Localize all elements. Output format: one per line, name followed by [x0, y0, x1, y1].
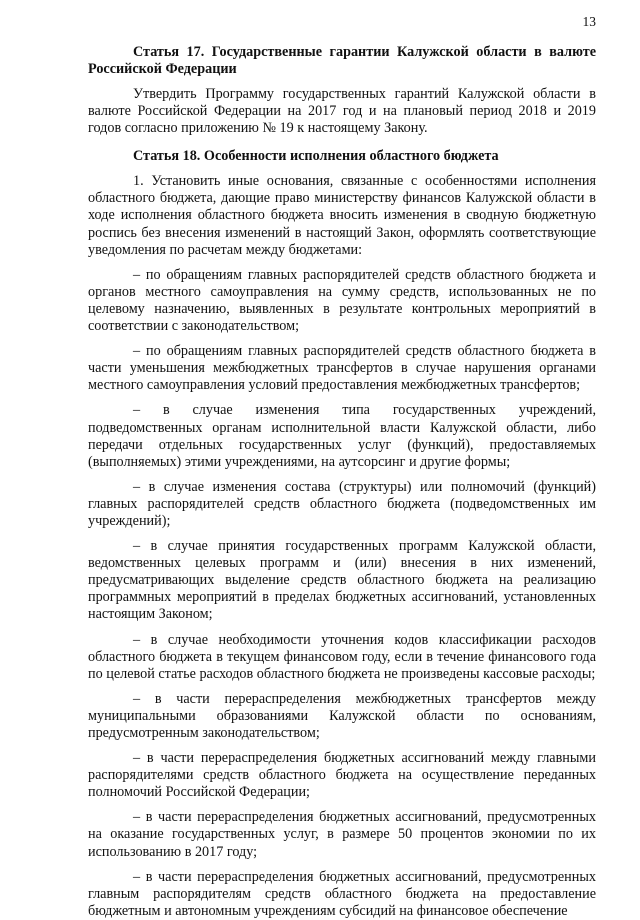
article-18-intro: 1. Установить иные основания, связанные с особенностями исполнения областного бюджета, дающие право министерству финансов Калужской области в ходе исполнения областного бюджета вносить изменения в сводную бюджетную роспись без внесения изменений в настоящий Закон, оформлять соответствующие уведомления по расчетам между бюджетами:: [88, 173, 596, 258]
list-item: – в случае необходимости уточнения кодов классификации расходов областного бюджета в текущем финансовом году, если в течение финансового года по целевой статье расходов областного бюджета не произведены кассовые расходы;: [88, 631, 596, 682]
list-item: – в части перераспределения бюджетных ассигнований, предусмотренных на оказание государственных услуг, в размере 50 процентов экономии по их использованию в 2017 году;: [88, 809, 596, 860]
list-item: – в случае изменения состава (структуры) или полномочий (функций) главных распорядителей средств областного бюджета (подведомственных им учреждений);: [88, 478, 596, 529]
article-18-heading: Статья 18. Особенности исполнения областного бюджета: [133, 148, 499, 165]
article-17-heading: Статья 17. Государственные гарантии Калужской области в валюте Российской Федерации: [88, 44, 596, 77]
list-item: – по обращениям главных распорядителей средств областного бюджета в части уменьшения межбюджетных трансфертов в случае нарушения органами местного самоуправления условий предоставления межбюджетных трансфертов;: [88, 343, 596, 394]
list-item: – в части перераспределения межбюджетных трансфертов между муниципальными образованиями Калужской области по основаниям, предусмотренным законодательством;: [88, 690, 596, 741]
list-item: – в части перераспределения бюджетных ассигнований, предусмотренных главным распорядителям средств областного бюджета на предоставление бюджетным и автономным учреждениям субсидий на финансовое обеспечение: [88, 868, 596, 919]
list-item: – в части перераспределения бюджетных ассигнований между главными распорядителями средств областного бюджета на осуществление переданных полномочий Российской Федерации;: [88, 750, 596, 801]
list-item: – в случае принятия государственных программ Калужской области, ведомственных целевых программ и (или) внесения в них изменений, предусматривающих выделение средств областного бюджета на реализацию программных мероприятий в пределах бюджетных ассигнований, установленных настоящим Законом;: [88, 538, 596, 623]
list-item: – по обращениям главных распорядителей средств областного бюджета и органов местного самоуправления на сумму средств, использованных не по целевому назначению, выявленных в результате контрольных мероприятий в соответствии с законодательством;: [88, 266, 596, 335]
list-item: – в случае изменения типа государственных учреждений, подведомственных органам исполнительной власти Калужской области, либо передачи отдельных государственных услуг (функций), предоставляемых (выполняемых) этими учреждениями, на аутсорсинг и другие формы;: [88, 402, 596, 470]
article-17-text: Утвердить Программу государственных гарантий Калужской области в валюте Российской Федерации на 2017 год и на плановый период 2018 и 2019 годов согласно приложению № 19 к настоящему Закону.: [88, 86, 596, 137]
page-number: 13: [582, 14, 596, 29]
